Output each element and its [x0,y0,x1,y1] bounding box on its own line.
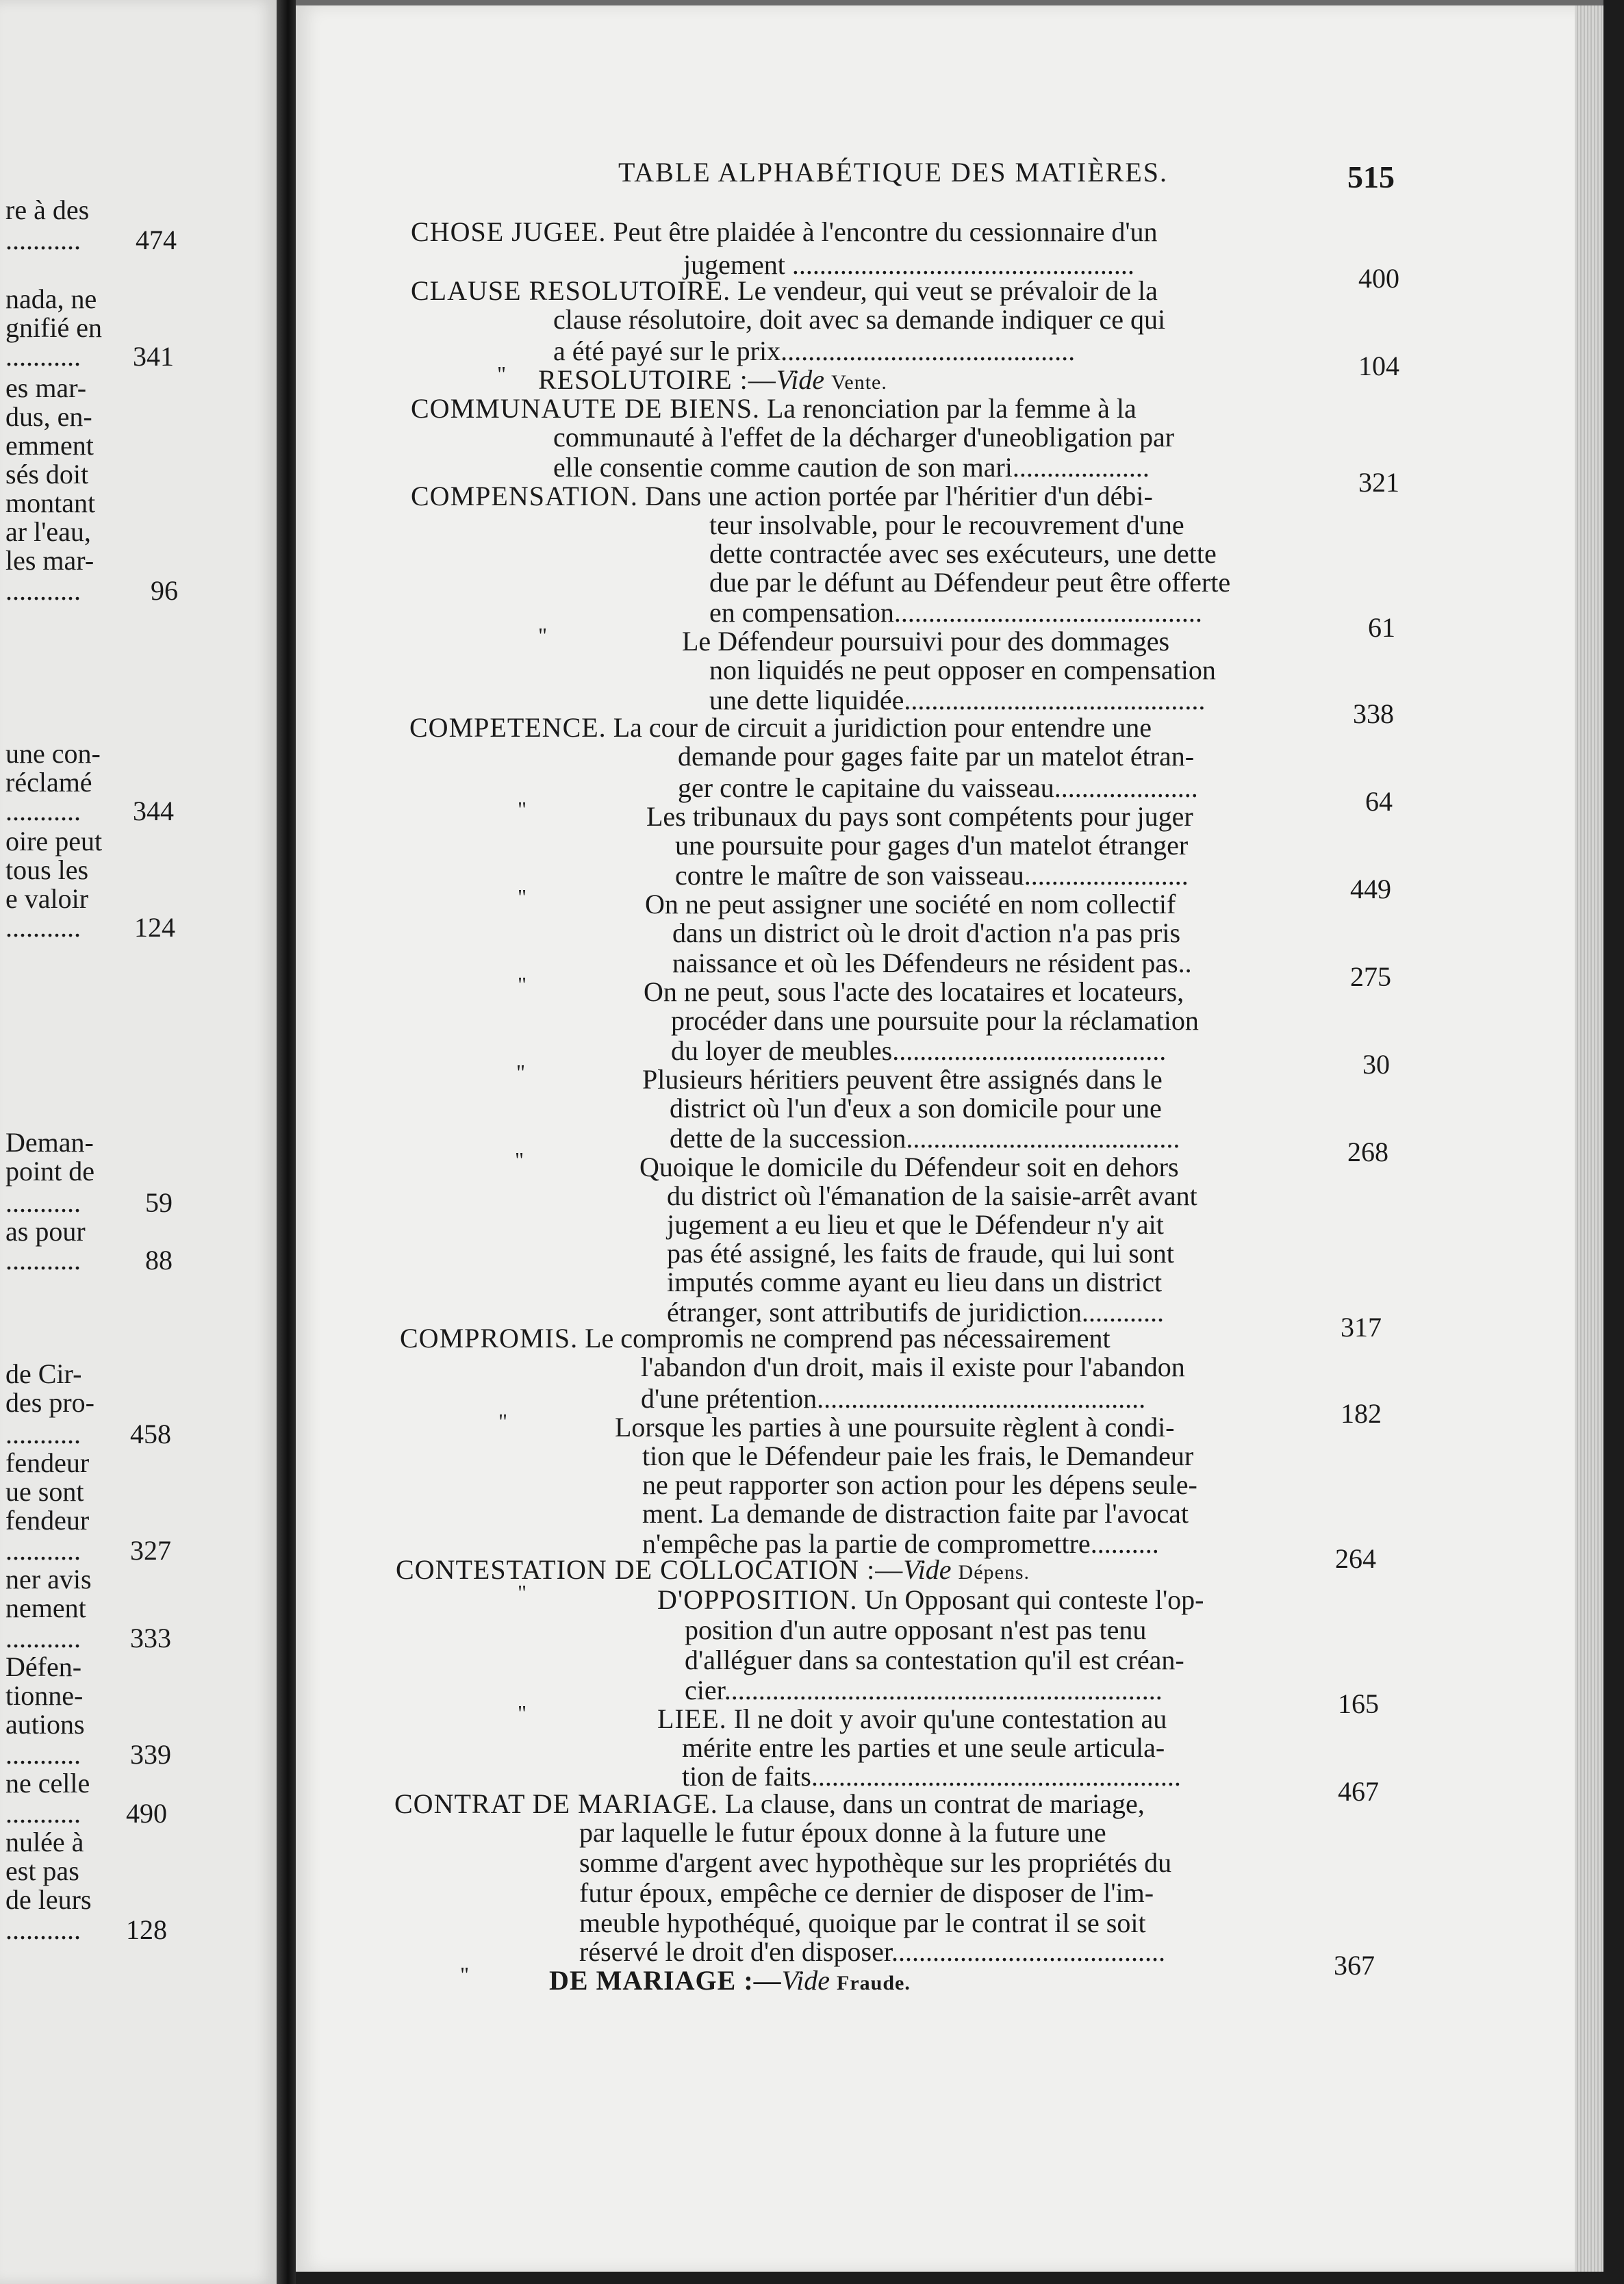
left-line: fendeur [5,1447,90,1478]
left-line: une con- [5,738,101,769]
entry-text: Quoique le domicile du Défendeur soit en dehors [639,1152,1179,1182]
entry-text: demande pour gages faite par un matelot étran- [678,741,1195,772]
index-entry-competence [409,713,1152,742]
left-line: e valoir [5,883,89,914]
entry-text: On ne peut assigner une société en nom collectif [645,889,1176,919]
entry-page-ref: 275 [1350,961,1391,992]
left-line: autions [5,1709,85,1740]
entry-text: procéder dans une poursuite pour la réclamation [671,1005,1199,1036]
entry-text: ne peut rapporter son action pour les dépens seule- [642,1469,1197,1500]
entry-page-ref: 182 [1341,1398,1382,1429]
entry-text: teur insolvable, pour le recouvrement d'une [709,509,1184,540]
left-line: réclamé [5,767,92,798]
entry-page-ref: 317 [1341,1312,1382,1343]
entry-text: Lorsque les parties à une poursuite règlent à condi- [615,1412,1175,1443]
entry-text: par laquelle le futur époux donne à la future une [579,1817,1106,1848]
left-line: ........... [5,1914,81,1945]
entry-text: district où l'un d'eux a son domicile pour une [670,1093,1162,1124]
entry-text: Le Défendeur poursuivi pour des dommages [682,626,1170,657]
entry-text: Les tribunaux du pays sont compétents pour juger [646,801,1193,832]
left-line: nement [5,1593,86,1623]
entry-text: Le vendeur, qui veut se prévaloir de la [737,275,1158,306]
entry-heading: COMMUNAUTE DE BIENS. [411,393,760,424]
entry-text: position d'un autre opposant n'est pas tenu [685,1614,1147,1645]
entry-page-ref: 61 [1368,612,1395,643]
entry-text: en compensation............................................. [709,597,1202,628]
left-line: nulée à [5,1827,84,1857]
ditto-mark: " [497,361,507,386]
entry-heading: D'OPPOSITION. [657,1584,858,1615]
vide-label: Vide [781,1965,830,1996]
ditto-mark: " [515,1147,524,1172]
entry-text: jugement a eu lieu et que le Défendeur n'y ait [667,1209,1164,1240]
index-entry-compromis [400,1324,1111,1353]
index-entry-de-mariage [549,1966,911,1998]
index-entry-contestation-opposition [657,1586,1204,1614]
left-line: nada, ne [5,283,97,314]
entry-text: dette contractée avec ses exécuteurs, une dette [709,538,1217,569]
entry-text: ger contre le capitaine du vaisseau..................... [678,772,1198,803]
left-number: 490 [126,1798,167,1829]
left-line: ne celle [5,1768,90,1799]
entry-text: dans un district où le droit d'action n'a pas pris [672,917,1181,948]
index-entry-compensation [411,482,1153,511]
left-line: point de [5,1156,94,1187]
left-line: ........... [5,1739,81,1770]
entry-text: Il ne doit y avoir qu'une contestation au [733,1703,1167,1734]
left-line: ........... [5,1245,81,1276]
left-line: les mar- [5,545,94,576]
entry-page-ref: 338 [1353,698,1394,729]
entry-text: Peut être plaidée à l'encontre du cessionnaire d'un [613,216,1158,247]
left-line: es mar- [5,372,87,403]
entry-page-ref: 64 [1365,786,1393,817]
entry-text: tion de faits...................................................... [682,1761,1181,1792]
entry-page-ref: 367 [1334,1950,1375,1981]
left-line: ........... [5,912,81,943]
ditto-mark: " [498,1409,508,1434]
left-number: 59 [145,1187,173,1218]
left-line: ........... [5,1419,81,1449]
left-line: de Cir- [5,1358,82,1389]
entry-page-ref: 449 [1350,874,1391,904]
entry-text: meuble hypothéqué, quoique par le contrat il se soit [579,1907,1146,1938]
entry-text: d'une prétention................................................ [641,1383,1146,1414]
entry-text: jugement .................................................. [683,249,1134,280]
vide-label: Vide [903,1554,952,1585]
entry-text: communauté à l'effet de la décharger d'uneobligation par [553,422,1175,453]
left-line: as pour [5,1216,86,1247]
left-line: ........... [5,1535,81,1566]
left-page [0,0,277,2284]
ditto-mark: " [460,1962,470,1987]
cross-reference: Vente. [831,371,887,394]
ditto-mark: " [518,885,527,909]
entry-text: tion que le Défendeur paie les frais, le Demandeur [642,1441,1194,1471]
entry-text: une poursuite pour gages d'un matelot étranger [675,830,1189,861]
entry-text: Dans une action portée par l'héritier d'un débi- [644,481,1153,511]
entry-text: La renonciation par la femme à la [767,393,1137,424]
entry-heading: COMPROMIS. [400,1323,579,1354]
entry-text: du district où l'émanation de la saisie-arrêt avant [667,1180,1197,1211]
entry-text: pas été assigné, les faits de fraude, qui lui sont [667,1238,1174,1269]
index-entry-contrat-de-mariage [394,1790,1145,1818]
ditto-mark: " [516,1060,526,1084]
entry-text: imputés comme ayant eu lieu dans un district [667,1267,1163,1297]
entry-page-ref: 321 [1358,467,1399,498]
entry-page-ref: 30 [1362,1049,1390,1080]
left-line: ........... [5,341,81,372]
index-entry-contestation [396,1556,1030,1587]
entry-heading: COMPETENCE. [409,712,607,743]
entry-text: dette de la succession........................................ [670,1123,1180,1154]
ditto-mark: " [518,1580,527,1605]
entry-text: On ne peut, sous l'acte des locataires et locateurs, [644,976,1184,1007]
entry-page-ref: 104 [1358,351,1399,381]
entry-heading: CHOSE JUGEE. [411,216,607,247]
ditto-mark: " [518,972,527,997]
index-entry-chose-jugee [411,218,1158,246]
entry-text: l'abandon d'un droit, mais il existe pour l'abandon [641,1352,1185,1382]
left-line: fendeur [5,1505,90,1536]
left-line: ........... [5,225,81,255]
entry-text: d'alléguer dans sa contestation qu'il est créan- [685,1645,1184,1675]
entry-text: cier................................................................ [685,1675,1163,1705]
left-line: re à des [5,194,90,225]
entry-heading: COMPENSATION. [411,481,638,511]
ditto-mark: " [538,623,548,648]
entry-text: n'empêche pas la partie de compromettre.......... [642,1528,1159,1559]
entry-text: contre le maître de son vaisseau........................ [675,860,1189,891]
left-line: ar l'eau, [5,516,91,547]
left-line: emment [5,430,94,461]
entry-page-ref: 467 [1338,1776,1379,1807]
entry-text: La cour de circuit a juridiction pour entendre une [613,712,1152,743]
vide-label: Vide [776,364,825,395]
left-line: sés doit [5,459,89,490]
entry-text: somme d'argent avec hypothèque sur les propriétés du [579,1847,1172,1878]
page-edge-stack [1575,5,1603,2272]
index-entry-clause-resolutoire [411,277,1158,305]
left-number: 333 [130,1623,171,1653]
left-number: 339 [130,1739,171,1770]
entry-heading: CONTRAT DE MARIAGE. [394,1788,718,1819]
left-line: ue sont [5,1476,84,1507]
entry-page-ref: 400 [1358,263,1399,294]
entry-text: du loyer de meubles........................................ [671,1035,1167,1066]
left-line: ........... [5,575,81,606]
entry-page-ref: 268 [1347,1137,1388,1167]
entry-text: Un Opposant qui conteste l'op- [864,1584,1204,1615]
entry-text: due par le défunt au Défendeur peut être offerte [709,567,1231,598]
entry-text: futur époux, empêche ce dernier de disposer de l'im- [579,1877,1154,1908]
entry-text: ment. La demande de distraction faite par l'avocat [642,1498,1189,1529]
entry-heading: CLAUSE RESOLUTOIRE. [411,275,731,306]
entry-text: a été payé sur le prix........................................... [553,335,1076,366]
left-line: dus, en- [5,401,92,432]
entry-text: Le compromis ne comprend pas nécessairement [585,1323,1111,1354]
left-line: ........... [5,1623,81,1653]
left-line: est pas [5,1855,79,1886]
index-entry-communaute [411,394,1137,423]
entry-text: La clause, dans un contrat de mariage, [724,1788,1145,1819]
left-line: tionne- [5,1680,84,1711]
entry-text: étranger, sont attributifs de juridiction............ [667,1297,1165,1328]
entry-page-ref: 264 [1335,1543,1376,1574]
ditto-mark: " [518,797,527,822]
entry-text: non liquidés ne peut opposer en compensation [709,655,1216,685]
left-line: ner avis [5,1564,92,1595]
left-line: des pro- [5,1387,94,1418]
entry-text: Plusieurs héritiers peuvent être assignés dans le [642,1064,1163,1095]
left-line: oire peut [5,826,103,856]
left-number: 344 [133,796,174,826]
left-line: ........... [5,1798,81,1829]
left-number: 128 [126,1914,167,1945]
entry-heading: DE MARIAGE :— [549,1965,782,1996]
left-line: ........... [5,1187,81,1218]
entry-text: une dette liquidée............................................ [709,685,1206,715]
entry-text: naissance et où les Défendeurs ne résident pas.. [672,948,1192,978]
entry-text: réservé le droit d'en disposer........................................ [579,1936,1165,1967]
ditto-mark: " [518,1701,527,1725]
left-line: tous les [5,854,89,885]
entry-heading: LIEE. [657,1703,727,1734]
left-number: 458 [130,1419,171,1449]
left-number: 341 [133,341,174,372]
book-gutter [277,0,296,2284]
entry-page-ref: 165 [1338,1688,1379,1719]
page-number: 515 [1347,160,1395,194]
left-line: Défen- [5,1651,82,1682]
left-line: montant [5,487,96,518]
left-number: 124 [134,912,175,943]
running-header: TABLE ALPHABÉTIQUE DES MATIÈRES. [618,157,1169,188]
entry-text: elle consentie comme caution de son mari.................... [553,452,1150,483]
index-entry-contestation-liee [657,1705,1167,1734]
left-line: ........... [5,796,81,826]
cross-reference: Fraude. [837,1972,911,1994]
left-number: 327 [130,1535,171,1566]
left-number: 474 [136,225,177,255]
left-line: de leurs [5,1884,92,1915]
left-line: Deman- [5,1127,94,1158]
left-line: gnifié en [5,312,103,343]
left-number: 96 [151,575,178,606]
left-number: 88 [145,1245,173,1276]
entry-text: mérite entre les parties et une seule articula- [682,1732,1165,1763]
entry-text: clause résolutoire, doit avec sa demande indiquer ce qui [553,304,1166,335]
cross-reference: Dépens. [958,1561,1030,1584]
entry-heading: RESOLUTOIRE :— [538,364,776,395]
entry-heading: CONTESTATION DE COLLOCATION :— [396,1554,904,1585]
